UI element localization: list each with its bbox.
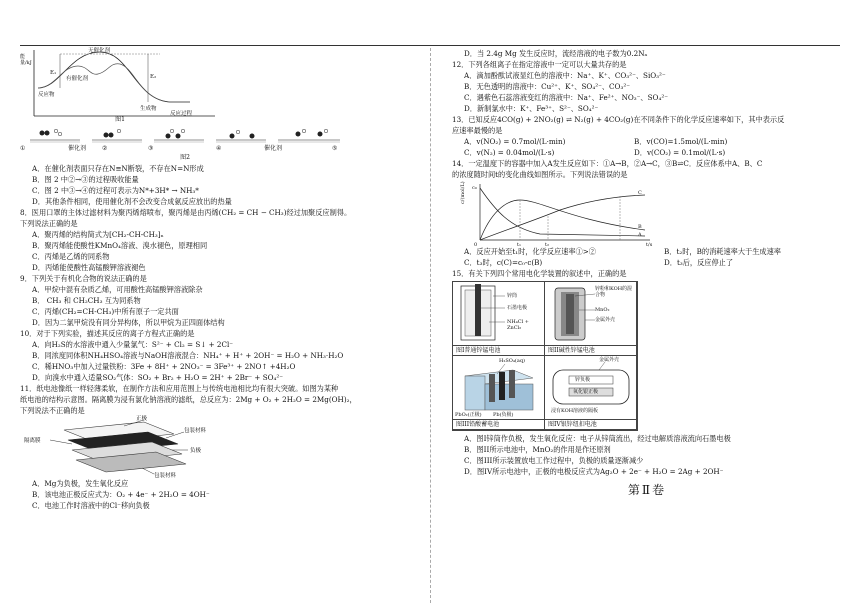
q9-option-d: D．因为二氯甲烷没有同分异构体，所以甲烷为正四面体结构 [32, 318, 225, 327]
catalyst-steps-diagram [20, 125, 350, 153]
q13-stem-2: 应速率最慢的是 [452, 126, 503, 135]
q14-option-c: C．t₃时，c(C)=c₀-c(B) [464, 258, 543, 267]
label-pbo2: PbO₂(正极) [455, 412, 482, 418]
label-e1: E₁ [50, 70, 57, 76]
q10-option-c: C．稀HNO₃中加入过量铁粉：3Fe + 8H⁺ + 2NO₃⁻ = 3Fe³⁺ + 2NO↑ +4H₂O [32, 362, 296, 371]
q13-option-b: B．v(CO)=1.5mol/(L·min) [634, 137, 728, 146]
q11-option-a: A．Mg为负极，发生氧化反应 [32, 479, 129, 488]
step-2: ② [102, 145, 108, 152]
label-zinc-negative: 锌负极 [575, 377, 591, 383]
q12-option-b: B．无色透明的溶液中：Cu²⁺、K⁺、SO₄²⁻、CO₃²⁻ [464, 82, 631, 91]
step-5: ⑤ [332, 145, 338, 152]
q12-option-d: D．新制氯水中：K⁺、Fe³⁺、S²⁻、SO₄²⁻ [464, 104, 599, 113]
q11-stem-2: 纸电池的结构示意图。隔离膜为浸有氯化钠溶液的滤纸，总反应为：2Mg + O₂ + 2H₂O = 2Mg(OH)₂， [20, 395, 357, 404]
label-zinc-can: 锌筒 [507, 293, 518, 299]
section-two-title: 第Ⅱ卷 [627, 483, 667, 497]
q10-option-a: A．向H₂S的水溶液中通入少量氯气：S²⁻ + Cl₂ = S↓ + 2Cl⁻ [32, 340, 234, 349]
graph-label-a: A [638, 232, 642, 238]
label-pb: Pb(负极) [493, 412, 514, 418]
q8-stem-2: 下列说法正确的是 [20, 219, 78, 228]
q12-stem: 12．下列各组离子在指定溶液中一定可以大量共存的是 [452, 60, 627, 69]
right-column [452, 48, 842, 496]
q13-stem-1: 13．已知反应4CO(g) + 2NO₂(g) ⇌ N₂(g) + 4CO₂(g)在不同条件下的化学反应速率如下，其中表示反 [452, 115, 785, 124]
graph-c0: c₀ [472, 185, 477, 191]
q7-option-d: D．其他条件相同，使用催化剂不会改变合成氨反应放出的热量 [32, 197, 232, 206]
q9-option-c: C．丙烯(CH₂=CH-CH₃)中所有原子一定共面 [32, 307, 179, 316]
q14-stem-1: 14．一定温度下的容器中加入A发生反应如下：①A→B，②A→C，③B⇌C．反应体系中A、B、C [452, 159, 763, 168]
caption-fig-ii: 图II碱性锌锰电池 [545, 346, 637, 356]
q10-stem: 10．对于下列实验，描述其反应的离子方程式正确的是 [20, 329, 195, 338]
graph-label-c: C [638, 190, 642, 196]
q13-row-1 [464, 136, 842, 147]
concentration-graph-svg [460, 180, 660, 246]
label-sulfuric-acid: H₂SO₄(aq) [499, 358, 525, 364]
label-membrane: 隔离膜 [24, 438, 41, 444]
catalyst-label-2: 催化剂 [264, 145, 283, 152]
label-product: 生成物 [140, 106, 157, 112]
label-silver-oxide: 氧化银正极 [573, 389, 599, 395]
label-e2: E₂ [150, 74, 157, 80]
label-no-catalyst: 无催化剂 [88, 48, 111, 54]
q15-option-b: B．图II所示电池中，MnO₂的作用是作还原剂 [464, 445, 611, 454]
label-metal-shell: 金属外壳 [595, 317, 616, 323]
label-reactant: 反应物 [38, 92, 55, 98]
q15-stem: 15．有关下列四个常用电化学装置的叙述中，正确的是 [452, 269, 627, 278]
q15-option-d: D．图IV所示电池中，正极的电极反应式为Ag₂O + 2e⁻ + H₂O = 2Ag + 2OH⁻ [464, 467, 724, 476]
energy-diagram [20, 48, 220, 118]
step-3: ③ [148, 145, 154, 152]
graph-label-b: B [638, 224, 642, 230]
q15-option-a: A．图I锌筒作负极，发生氧化反应：电子从锌筒流出，经过电解质溶液流向石墨电极 [464, 434, 731, 443]
q8-stem-1: 8．医用口罩的主体过滤材料为聚丙烯熔喷布，聚丙烯是由丙烯(CH₂ = CH − CH₃)经过加聚反应制得。 [20, 208, 352, 217]
graph-xlabel: t/s [646, 242, 653, 248]
q15-option-c: C．图III所示装置放电工作过程中，负极的质量逐渐减少 [464, 456, 644, 465]
q8-option-c: C．丙烯是乙烯的同系物 [32, 252, 110, 261]
silver-zinc-cell [545, 356, 637, 420]
q9-option-a: A．甲烷中混有杂质乙烯，可用酸性高锰酸钾溶液除杂 [32, 285, 203, 294]
q14-row-2 [464, 257, 842, 268]
graph-origin: 0 [474, 242, 478, 248]
q13-option-c: C．v(N₂) = 0.04mol/(L·s) [464, 148, 555, 157]
q14-stem-2: 的浓度随时间t的变化曲线如图所示。下列说法错误的是 [452, 170, 628, 179]
graph-ylabel: c/(mol/L) [460, 181, 466, 204]
q11-option-b: B．该电池正极反应式为：O₂ + 4e⁻ + 2H₂O = 4OH⁻ [32, 490, 210, 499]
q7-option-b: B．图 2 中②→③的过程吸收能量 [32, 175, 139, 184]
q11-option-c: C．电池工作时溶液中的Cl⁻移向负极 [32, 501, 150, 510]
q9-stem: 9．下列关于有机化合物的说法正确的是 [20, 274, 147, 283]
q14-option-d: D．t₃后，反应停止了 [664, 258, 734, 267]
q8-option-b: B．聚丙烯能使酸性KMnO₄溶液、溴水褪色，原理相同 [32, 241, 208, 250]
label-wrap-2: 包装材料 [154, 473, 177, 479]
label-mno2: MnO₂ [595, 307, 610, 313]
q10-option-b: B．同浓度同体积NH₄HSO₄溶液与NaOH溶液混合：NH₄⁺ + H⁺ + 2OH⁻ = H₂O + NH₃·H₂O [32, 351, 344, 360]
label-catalyst: 有催化剂 [66, 76, 89, 82]
top-rule [20, 45, 840, 46]
q14-option-b: B．t₂时，B的消耗速率大于生成速率 [664, 247, 781, 256]
label-negative: 负极 [190, 448, 202, 454]
label-koh-mix: 锌粉和KOH的混合物 [595, 286, 633, 298]
q7-option-c: C．图 2 中③→④的过程可表示为N*+3H* → NH₃* [32, 186, 199, 195]
step-4: ④ [216, 145, 222, 152]
caption-fig-iii: 图III铅酸蓄电池 [453, 420, 545, 430]
q10-option-d: D．向溴水中通入适量SO₂气体：SO₂ + Br₂ + H₂O = 2H⁺ + 2Br⁻ + SO₄²⁻ [32, 373, 284, 382]
fig1-caption: 图1 [115, 116, 125, 123]
q13-option-d: D．v(CO₂) = 0.1mol/(L·s) [634, 148, 726, 157]
catalyst-label-1: 催化剂 [68, 145, 87, 152]
label-graphite: 石墨电极 [507, 305, 528, 311]
label-paste: NH₄Cl + ZnCl₂ [507, 319, 529, 331]
energy-ylabel: 能量/kJ [20, 54, 32, 66]
q9-option-b: B． CH₃ 和 CH₂CH₃ 互为同系物 [32, 296, 141, 305]
label-positive: 正极 [136, 416, 148, 422]
label-xaxis: 反应过程 [170, 111, 193, 117]
q8-option-d: D．丙烯能使酸性高锰酸钾溶液褪色 [32, 263, 146, 272]
q8-option-a: A．聚丙烯的结构简式为[CH₂-CH-CH₃]ₙ [32, 230, 164, 239]
q14-option-a: A．反应开始至t₁时，化学反应速率①>② [464, 247, 596, 256]
fig2-caption: 图2 [180, 154, 190, 161]
label-koh-separator: 浸有KOH溶液的隔板 [551, 408, 599, 414]
q11-stem-3: 下列说法不正确的是 [20, 406, 85, 415]
lead-acid-cell [453, 356, 545, 420]
step-1: ① [20, 145, 26, 152]
label-wrap-1: 包装材料 [184, 428, 207, 434]
left-column [20, 48, 415, 511]
zinc-manganese-svg [453, 282, 545, 346]
concentration-graph [460, 180, 660, 246]
q12-option-a: A．滴加酚酞试液显红色的溶液中：Na⁺、K⁺、CO₃²⁻、SiO₃²⁻ [464, 71, 666, 80]
graph-t1: t₁ [517, 242, 522, 248]
energy-diagram-svg [20, 48, 220, 118]
label-metal-case: 金属外壳 [599, 357, 620, 363]
graph-t2: t₂ [545, 242, 550, 248]
caption-fig-iv: 图IV银锌纽扣电池 [545, 420, 637, 430]
q11-stem-1: 11．纸电池像纸一样轻薄柔软，在制作方法和应用范围上与传统电池相比均有很大突破。如图为某种 [20, 384, 339, 393]
q13-row-2 [464, 147, 842, 158]
q11-option-d: D．当 2.4g Mg 发生反应时，流经溶液的电子数为0.2Nₐ [464, 49, 648, 58]
q12-option-c: C．遇紫色石蕊溶液变红的溶液中：Na⁺、Fe²⁺、NO₃⁻、SO₄²⁻ [464, 93, 668, 102]
q7-option-a: A．在催化剂表面只存在N≡N断裂，不存在N=N形成 [32, 164, 204, 173]
caption-fig-i: 图I普通锌锰电池 [453, 346, 545, 356]
battery-figure-grid [452, 281, 638, 431]
paper-battery-diagram [24, 416, 224, 478]
column-divider [430, 48, 431, 603]
lead-acid-svg [453, 356, 545, 420]
alkaline-cell [545, 282, 637, 346]
q13-option-a: A．v(NO₂) = 0.7mol/(L·min) [464, 137, 566, 146]
zinc-manganese-cell [453, 282, 545, 346]
